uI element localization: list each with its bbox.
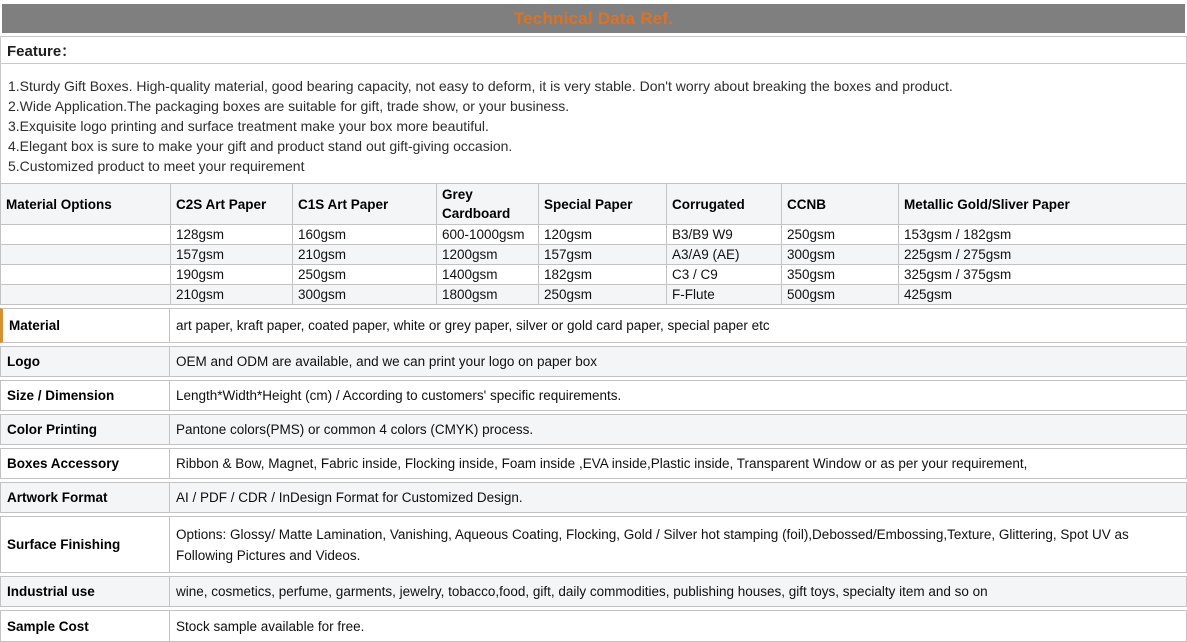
materials-cell: 225gsm / 275gsm [899, 245, 1187, 265]
spec-row-size-dimension [0, 380, 1187, 411]
materials-cell: 153gsm / 182gsm [899, 225, 1187, 245]
spec-value: Ribbon & Bow, Magnet, Fabric inside, Flocking inside, Foam inside ,EVA inside,Plastic inside, Transparent Window or as per your requirement, [176, 456, 1028, 471]
spec-value: Options: Glossy/ Matte Lamination, Vanishing, Aqueous Coating, Flocking, Gold / Silver hot stamping (foil),Debossed/Embossing,Texture, Glittering, Spot UV as Following Pictures and Videos. [176, 526, 1129, 563]
page-title: Technical Data Ref. [2, 4, 1185, 33]
materials-header-row [1, 184, 1187, 225]
header-special-paper: Special Paper [539, 184, 667, 225]
materials-cell: 157gsm [539, 245, 667, 265]
feature-item: 2.Wide Application.The packaging boxes are suitable for gift, trade show, or your business. [8, 98, 570, 114]
materials-cell: 300gsm [782, 245, 899, 265]
materials-cell: 157gsm [171, 245, 293, 265]
materials-cell: 1800gsm [437, 285, 539, 305]
feature-item: 3.Exquisite logo printing and surface treatment make your box more beautiful. [8, 118, 489, 134]
feature-heading: Feature： [0, 36, 1187, 64]
spec-label: Size / Dimension [1, 381, 170, 410]
spec-value: wine, cosmetics, perfume, garments, jewelry, tobacco,food, gift, daily commodities, publishing houses, gift toys, specialty item and so on [176, 584, 988, 599]
feature-item: 5.Customized product to meet your requirement [8, 158, 305, 174]
spec-value: OEM and ODM are available, and we can print your logo on paper box [176, 354, 597, 369]
materials-cell: B3/B9 W9 [667, 225, 782, 245]
materials-cell: 120gsm [539, 225, 667, 245]
materials-cell: A3/A9 (AE) [667, 245, 782, 265]
header-c1s-art-paper: C1S Art Paper [293, 184, 437, 225]
materials-cell: 128gsm [171, 225, 293, 245]
spec-rows [0, 308, 1187, 642]
spec-label: Industrial use [1, 577, 170, 606]
feature-list [0, 64, 1187, 183]
materials-cell: C3 / C9 [667, 265, 782, 285]
materials-cell: 160gsm [293, 225, 437, 245]
material-options-table [0, 183, 1187, 305]
materials-cell: 210gsm [171, 285, 293, 305]
materials-cell: 500gsm [782, 285, 899, 305]
materials-cell: 300gsm [293, 285, 437, 305]
header-material-options: Material Options [1, 184, 171, 225]
materials-cell [1, 225, 171, 245]
materials-cell: 600-1000gsm [437, 225, 539, 245]
spec-value: Length*Width*Height (cm) / According to customers' specific requirements. [176, 388, 622, 403]
materials-cell: 350gsm [782, 265, 899, 285]
spec-row-artwork-format [0, 482, 1187, 513]
header-ccnb: CCNB [782, 184, 899, 225]
materials-cell: 325gsm / 375gsm [899, 265, 1187, 285]
header-corrugated: Corrugated [667, 184, 782, 225]
materials-row [1, 285, 1187, 305]
header-grey-cardboard: Grey Cardboard [437, 184, 539, 225]
materials-cell: 190gsm [171, 265, 293, 285]
spec-row-color-printing [0, 414, 1187, 445]
materials-cell: 1400gsm [437, 265, 539, 285]
spec-value: AI / PDF / CDR / InDesign Format for Customized Design. [176, 490, 523, 505]
technical-data-page [0, 4, 1187, 634]
spec-label: Sample Cost [1, 611, 170, 641]
materials-cell: F-Flute [667, 285, 782, 305]
spec-label: Surface Finishing [1, 517, 170, 572]
spec-label: Logo [1, 347, 170, 376]
spec-row-boxes-accessory [0, 448, 1187, 479]
materials-cell [1, 265, 171, 285]
spec-label: Color Printing [1, 415, 170, 444]
materials-cell [1, 245, 171, 265]
feature-item: 1.Sturdy Gift Boxes. High-quality material, good bearing capacity, not easy to deform, it is very stable. Don't worry about breaking the boxes and product. [8, 78, 953, 94]
spec-row-surface-finishing [0, 516, 1187, 573]
materials-cell: 250gsm [293, 265, 437, 285]
spec-label: Boxes Accessory [1, 449, 170, 478]
header-c2s-art-paper: C2S Art Paper [171, 184, 293, 225]
spec-label: Artwork Format [1, 483, 170, 512]
materials-cell: 182gsm [539, 265, 667, 285]
materials-cell: 250gsm [539, 285, 667, 305]
materials-cell: 210gsm [293, 245, 437, 265]
materials-cell: 1200gsm [437, 245, 539, 265]
spec-row-logo [0, 346, 1187, 377]
spec-value: art paper, kraft paper, coated paper, white or grey paper, silver or gold card paper, special paper etc [176, 318, 770, 333]
spec-row-sample-cost [0, 610, 1187, 642]
spec-value: Pantone colors(PMS) or common 4 colors (CMYK) process. [176, 422, 534, 437]
materials-row [1, 225, 1187, 245]
materials-cell: 425gsm [899, 285, 1187, 305]
spec-row-industrial-use [0, 576, 1187, 607]
feature-item: 4.Elegant box is sure to make your gift and product stand out gift-giving occasion. [8, 138, 513, 154]
spec-label: Material [3, 309, 170, 342]
materials-row [1, 245, 1187, 265]
spec-row-material [0, 308, 1187, 343]
header-metallic-paper: Metallic Gold/Sliver Paper [899, 184, 1187, 225]
spec-value: Stock sample available for free. [176, 618, 365, 634]
materials-row [1, 265, 1187, 285]
materials-cell: 250gsm [782, 225, 899, 245]
materials-cell [1, 285, 171, 305]
